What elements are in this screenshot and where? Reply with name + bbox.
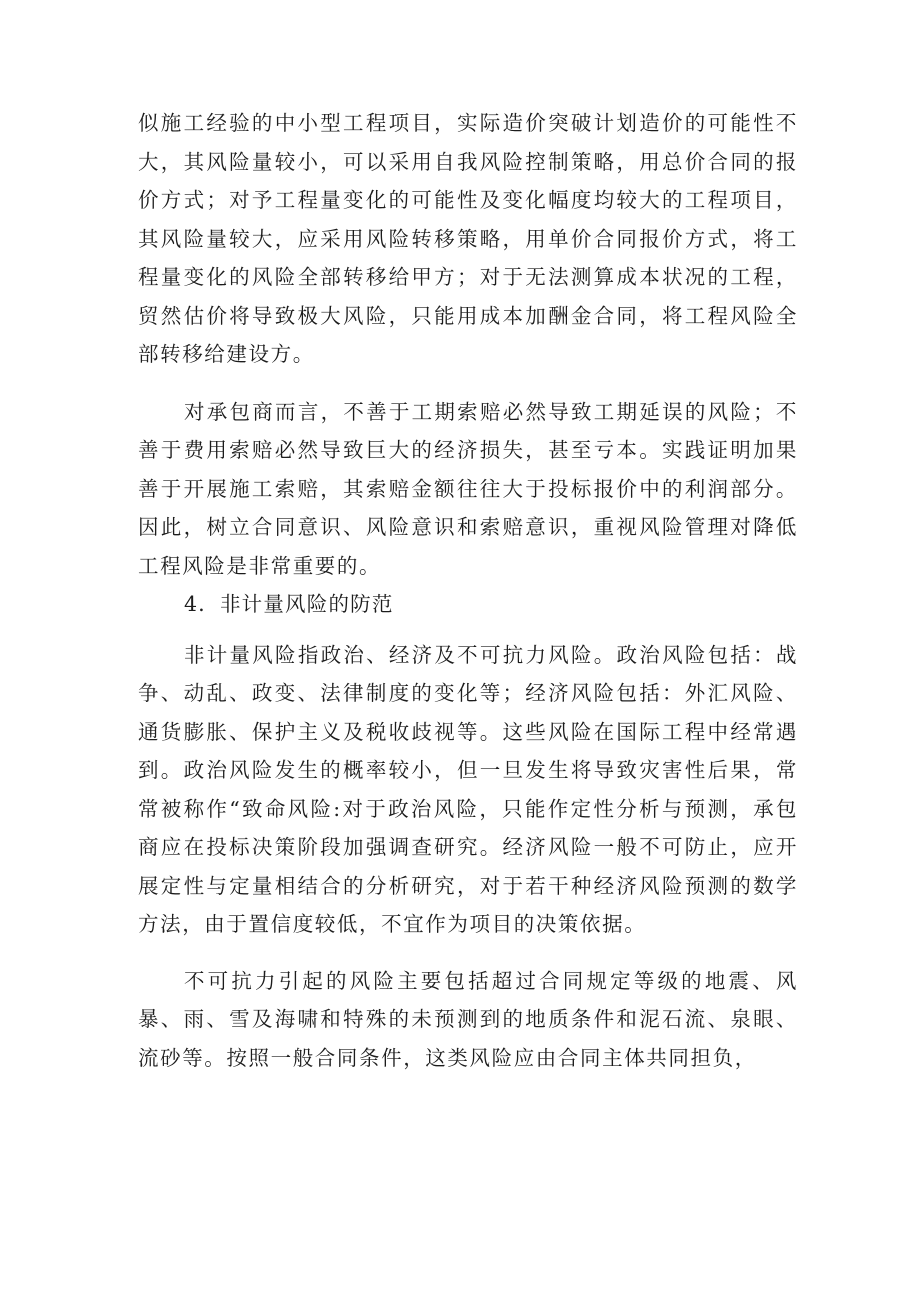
paragraph-force-majeure: 不可抗力引起的风险主要包括超过合同规定等级的地震、风暴、雨、雪及海啸和特殊的未预测到的地质条件和泥石流、泉眼、流砂等。按照一般合同条件，这类风险应由合同主体共同担负， <box>138 968 798 1070</box>
paragraph-claims: 对承包商而言，不善于工期索赔必然导致工期延误的风险；不善于费用索赔必然导致巨大的经济损失，甚至亏本。实践证明加果善于开展施工索赔，其索赔金额往往大于投标报价中的利润部分。因此，树立合同意识、风险意识和索赔意识，重视风险管理对降低工程风险是非常重要的。 <box>138 399 798 578</box>
paragraph-non-measurable-risk: 非计量风险指政治、经济及不可抗力风险。政治风险包括：战争、动乱、政变、法律制度的变化等；经济风险包括：外汇风险、通货膨胀、保护主义及税收歧视等。这些风险在国际工程中经常遇到。政治风险发生的概率较小，但一旦发生将导致灾害性后果，常常被称作“致命风险:对于政治风险，只能作定性分析与预测，承包商应在投标决策阶段加强调查研究。经济风险一般不可防止，应开展定性与定量相结合的分析研究，对于若干种经济风险预测的数学方法，由于置信度较低，不宜作为项目的决策依据。 <box>138 642 798 936</box>
section-heading: 4．非计量风险的防范 <box>184 592 394 616</box>
paragraph-contract-pricing: 似施工经验的中小型工程项目，实际造价突破计划造价的可能性不大，其风险量较小，可以采用自我风险控制策略，用总价合同的报价方式；对予工程量变化的可能性及变化幅度均较大的工程项目，其风险量较大，应采用风险转移策略，用单价合同报价方式，将工程量变化的风险全部转移给甲方；对于无法测算成本状况的工程，贸然估价将导致极大风险，只能用成本加酬金合同，将工程风险全部转移给建设方。 <box>138 111 798 366</box>
document-body <box>138 104 798 1077</box>
